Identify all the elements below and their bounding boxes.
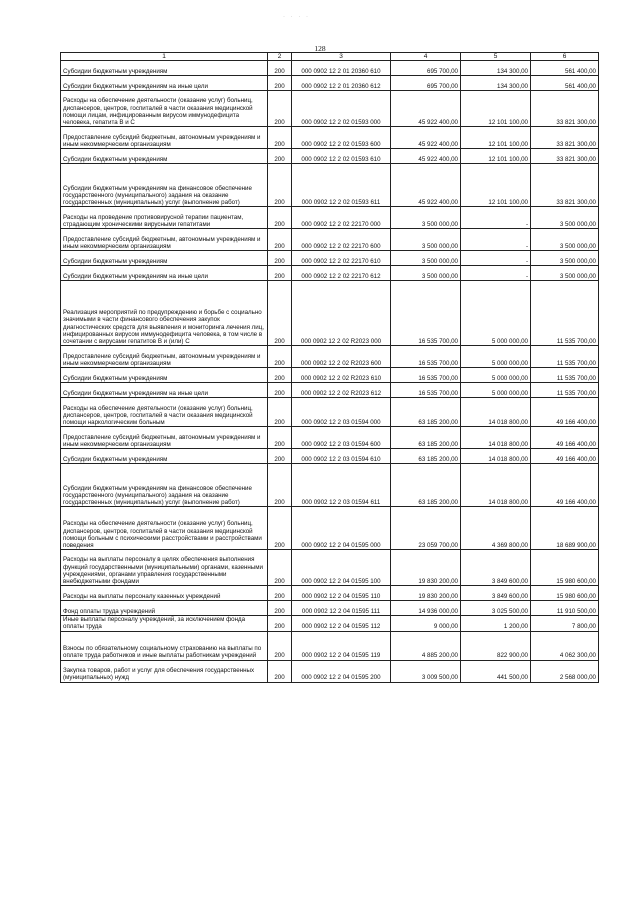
row-code-cell: 200 <box>268 207 292 229</box>
row-class-cell: 000 0902 12 2 02 01593 610 <box>292 149 391 164</box>
table-row <box>61 266 599 281</box>
row-code-cell: 200 <box>268 251 292 266</box>
row-value-3-cell: 2 568 000,00 <box>531 660 599 682</box>
row-value-3-cell: 49 166 400,00 <box>531 464 599 507</box>
row-value-1-cell: 14 936 000,00 <box>391 601 461 616</box>
table-row <box>61 76 599 91</box>
row-value-3-cell: 49 166 400,00 <box>531 398 599 427</box>
table-row <box>61 207 599 229</box>
row-value-3-cell: 3 500 000,00 <box>531 251 599 266</box>
row-name-cell: Иные выплаты персоналу учреждений, за исключением фонда оплаты труда <box>61 616 268 631</box>
row-name-cell: Расходы на выплаты персоналу казенных учреждений <box>61 586 268 601</box>
row-class-cell: 000 0902 12 2 02 22170 612 <box>292 266 391 281</box>
row-code-cell: 200 <box>268 449 292 464</box>
row-value-1-cell: 16 535 700,00 <box>391 368 461 383</box>
row-value-1-cell: 63 185 200,00 <box>391 427 461 449</box>
row-value-1-cell: 3 500 000,00 <box>391 229 461 251</box>
row-name-cell: Расходы на обеспечение деятельности (оказание услуг) больниц, диспансеров, центров, госпиталей в части оказания медицинской помощи лицам, инфицированным вирусом иммунодефицита человека, гепатита В и С <box>61 91 268 127</box>
row-code-cell: 200 <box>268 383 292 398</box>
row-name-cell: Субсидии бюджетным учреждениям <box>61 149 268 164</box>
row-value-2-cell: 134 300,00 <box>461 61 531 76</box>
header-cell: 2 <box>268 53 292 61</box>
row-value-2-cell: 14 018 800,00 <box>461 427 531 449</box>
row-value-2-cell: 134 300,00 <box>461 76 531 91</box>
row-class-cell: 000 0902 12 2 01 20360 610 <box>292 61 391 76</box>
row-class-cell: 000 0902 12 2 02 R2023 600 <box>292 346 391 368</box>
row-class-cell: 000 0902 12 2 01 20360 612 <box>292 76 391 91</box>
row-value-2-cell: 12 101 100,00 <box>461 127 531 149</box>
row-value-2-cell: 441 500,00 <box>461 660 531 682</box>
row-value-2-cell: 14 018 800,00 <box>461 398 531 427</box>
row-code-cell: 200 <box>268 61 292 76</box>
row-value-1-cell: 63 185 200,00 <box>391 449 461 464</box>
row-value-1-cell: 3 500 000,00 <box>391 207 461 229</box>
row-value-3-cell: 15 980 600,00 <box>531 550 599 586</box>
row-class-cell: 000 0902 12 2 04 01595 110 <box>292 586 391 601</box>
row-code-cell: 200 <box>268 164 292 207</box>
row-value-3-cell: 11 910 500,00 <box>531 601 599 616</box>
row-value-2-cell: 4 369 800,00 <box>461 507 531 550</box>
table-row <box>61 251 599 266</box>
row-name-cell: Предоставление субсидий бюджетным, автономным учреждениям и иным некоммерческим организациям <box>61 127 268 149</box>
row-class-cell: 000 0902 12 2 02 01593 000 <box>292 91 391 127</box>
row-class-cell: 000 0902 12 2 02 01593 611 <box>292 164 391 207</box>
row-class-cell: 000 0902 12 2 02 R2023 000 <box>292 281 391 346</box>
row-class-cell: 000 0902 12 2 02 22170 610 <box>292 251 391 266</box>
table-row <box>61 91 599 127</box>
row-code-cell: 200 <box>268 550 292 586</box>
row-class-cell: 000 0902 12 2 02 22170 000 <box>292 207 391 229</box>
row-name-cell: Субсидии бюджетным учреждениям на финансовое обеспечение государственного (муниципального) задания на оказание государственных (муниципальных) услуг (выполнение работ) <box>61 164 268 207</box>
row-value-2-cell: 822 900,00 <box>461 631 531 660</box>
row-class-cell: 000 0902 12 2 03 01594 000 <box>292 398 391 427</box>
row-value-1-cell: 63 185 200,00 <box>391 398 461 427</box>
table-row <box>61 464 599 507</box>
row-value-3-cell: 49 166 400,00 <box>531 449 599 464</box>
row-code-cell: 200 <box>268 616 292 631</box>
row-class-cell: 000 0902 12 2 03 01594 610 <box>292 449 391 464</box>
row-value-1-cell: 63 185 200,00 <box>391 464 461 507</box>
row-value-2-cell: - <box>461 266 531 281</box>
row-code-cell: 200 <box>268 76 292 91</box>
row-value-1-cell: 45 922 400,00 <box>391 149 461 164</box>
row-code-cell: 200 <box>268 266 292 281</box>
row-code-cell: 200 <box>268 127 292 149</box>
row-name-cell: Фонд оплаты труда учреждений <box>61 601 268 616</box>
row-name-cell: Субсидии бюджетным учреждениям на иные цели <box>61 266 268 281</box>
row-value-2-cell: - <box>461 251 531 266</box>
row-value-2-cell: 14 018 800,00 <box>461 464 531 507</box>
header-cell: 3 <box>292 53 391 61</box>
row-value-1-cell: 4 885 200,00 <box>391 631 461 660</box>
header-cell: 5 <box>461 53 531 61</box>
row-name-cell: Взносы по обязательному социальному страхованию на выплаты по оплате труда работников и иные выплаты работникам учреждений <box>61 631 268 660</box>
row-value-2-cell: 12 101 100,00 <box>461 149 531 164</box>
header-row <box>61 53 599 61</box>
row-name-cell: Субсидии бюджетным учреждениям <box>61 61 268 76</box>
row-code-cell: 200 <box>268 586 292 601</box>
row-value-3-cell: 3 500 000,00 <box>531 229 599 251</box>
row-class-cell: 000 0902 12 2 02 22170 600 <box>292 229 391 251</box>
row-value-1-cell: 45 922 400,00 <box>391 91 461 127</box>
row-code-cell: 200 <box>268 464 292 507</box>
row-code-cell: 200 <box>268 281 292 346</box>
row-class-cell: 000 0902 12 2 02 R2023 610 <box>292 368 391 383</box>
row-value-1-cell: 3 009 500,00 <box>391 660 461 682</box>
row-value-1-cell: 9 000,00 <box>391 616 461 631</box>
row-value-1-cell: 45 922 400,00 <box>391 127 461 149</box>
table-row <box>61 281 599 346</box>
table-row <box>61 449 599 464</box>
header-cell: 6 <box>531 53 599 61</box>
row-value-2-cell: 12 101 100,00 <box>461 164 531 207</box>
table-row <box>61 368 599 383</box>
row-class-cell: 000 0902 12 2 04 01595 000 <box>292 507 391 550</box>
row-value-1-cell: 19 830 200,00 <box>391 550 461 586</box>
row-value-3-cell: 11 535 700,00 <box>531 346 599 368</box>
row-value-3-cell: 561 400,00 <box>531 76 599 91</box>
row-code-cell: 200 <box>268 660 292 682</box>
table-row <box>61 61 599 76</box>
row-class-cell: 000 0902 12 2 03 01594 600 <box>292 427 391 449</box>
row-value-2-cell: 3 849 600,00 <box>461 550 531 586</box>
row-name-cell: Субсидии бюджетным учреждениям <box>61 449 268 464</box>
row-value-3-cell: 4 062 300,00 <box>531 631 599 660</box>
row-code-cell: 200 <box>268 368 292 383</box>
row-value-2-cell: 1 200,00 <box>461 616 531 631</box>
row-name-cell: Субсидии бюджетным учреждениям на финансовое обеспечение государственного (муниципального) задания на оказание государственных (муниципальных) услуг (выполнение работ) <box>61 464 268 507</box>
row-value-1-cell: 19 830 200,00 <box>391 586 461 601</box>
row-class-cell: 000 0902 12 2 02 R2023 612 <box>292 383 391 398</box>
row-name-cell: Предоставление субсидий бюджетным, автономным учреждениям и иным некоммерческим организациям <box>61 346 268 368</box>
table-row <box>61 427 599 449</box>
header-cell: 1 <box>61 53 268 61</box>
row-value-2-cell: - <box>461 207 531 229</box>
table-row <box>61 398 599 427</box>
row-class-cell: 000 0902 12 2 04 01595 200 <box>292 660 391 682</box>
row-name-cell: Реализация мероприятий по предупреждению и борьбе с социально значимыми в части финансового обеспечения закупок диагностических средств для выявления и мониторинга лечения лиц, инфицированных вирусом иммунодефицита человека, в том числе в сочетании с вирусами гепатитов В и (или) С <box>61 281 268 346</box>
row-value-3-cell: 7 800,00 <box>531 616 599 631</box>
row-code-cell: 200 <box>268 507 292 550</box>
row-value-2-cell: 3 025 500,00 <box>461 601 531 616</box>
row-value-3-cell: 33 821 300,00 <box>531 164 599 207</box>
table-row <box>61 149 599 164</box>
budget-table <box>60 52 599 683</box>
row-value-1-cell: 16 535 700,00 <box>391 281 461 346</box>
row-value-3-cell: 561 400,00 <box>531 61 599 76</box>
row-value-2-cell: 5 000 000,00 <box>461 281 531 346</box>
row-value-2-cell: 5 000 000,00 <box>461 346 531 368</box>
table-row <box>61 127 599 149</box>
row-value-2-cell: 12 101 100,00 <box>461 91 531 127</box>
row-code-cell: 200 <box>268 149 292 164</box>
row-value-3-cell: 49 166 400,00 <box>531 427 599 449</box>
row-value-1-cell: 23 059 700,00 <box>391 507 461 550</box>
row-code-cell: 200 <box>268 631 292 660</box>
row-value-2-cell: 5 000 000,00 <box>461 383 531 398</box>
row-value-2-cell: 14 018 800,00 <box>461 449 531 464</box>
row-name-cell: Закупка товаров, работ и услуг для обеспечения государственных (муниципальных) нужд <box>61 660 268 682</box>
row-value-3-cell: 11 535 700,00 <box>531 383 599 398</box>
row-value-1-cell: 3 500 000,00 <box>391 266 461 281</box>
row-value-1-cell: 45 922 400,00 <box>391 164 461 207</box>
row-name-cell: Субсидии бюджетным учреждениям <box>61 251 268 266</box>
row-name-cell: Расходы на проведение противовирусной терапии пациентам, страдающим хроническими вирусными гепатитами <box>61 207 268 229</box>
row-code-cell: 200 <box>268 398 292 427</box>
table-row <box>61 164 599 207</box>
table-row <box>61 601 599 616</box>
row-code-cell: 200 <box>268 346 292 368</box>
row-code-cell: 200 <box>268 601 292 616</box>
table-row <box>61 660 599 682</box>
row-value-2-cell: 3 849 600,00 <box>461 586 531 601</box>
row-code-cell: 200 <box>268 427 292 449</box>
row-name-cell: Предоставление субсидий бюджетным, автономным учреждениям и иным некоммерческим организациям <box>61 229 268 251</box>
table-row <box>61 507 599 550</box>
row-value-2-cell: - <box>461 229 531 251</box>
header-cell: 4 <box>391 53 461 61</box>
row-value-3-cell: 3 500 000,00 <box>531 266 599 281</box>
row-class-cell: 000 0902 12 2 03 01594 611 <box>292 464 391 507</box>
row-value-1-cell: 16 535 700,00 <box>391 383 461 398</box>
row-code-cell: 200 <box>268 91 292 127</box>
row-name-cell: Предоставление субсидий бюджетным, автономным учреждениям и иным некоммерческим организациям <box>61 427 268 449</box>
row-name-cell: Субсидии бюджетным учреждениям на иные цели <box>61 76 268 91</box>
row-class-cell: 000 0902 12 2 04 01595 111 <box>292 601 391 616</box>
row-code-cell: 200 <box>268 229 292 251</box>
table-row <box>61 616 599 631</box>
row-value-3-cell: 33 821 300,00 <box>531 127 599 149</box>
row-value-3-cell: 3 500 000,00 <box>531 207 599 229</box>
table-row <box>61 383 599 398</box>
row-value-1-cell: 3 500 000,00 <box>391 251 461 266</box>
row-value-3-cell: 18 689 900,00 <box>531 507 599 550</box>
row-name-cell: Субсидии бюджетным учреждениям <box>61 368 268 383</box>
row-name-cell: Расходы на обеспечение деятельности (оказание услуг) больниц, диспансеров, центров, госпиталей в части оказания медицинской помощи больным с психическими расстройствами и расстройствами поведения <box>61 507 268 550</box>
row-name-cell: Расходы на выплаты персоналу в целях обеспечения выполнения функций государственными (муниципальными) органами, казенными учреждениями, органами управления государственными внебюджетными фондами <box>61 550 268 586</box>
row-value-1-cell: 695 700,00 <box>391 61 461 76</box>
row-class-cell: 000 0902 12 2 04 01595 112 <box>292 616 391 631</box>
scan-artifact: · · · · <box>283 14 310 20</box>
row-value-3-cell: 11 535 700,00 <box>531 281 599 346</box>
table-row <box>61 586 599 601</box>
row-value-3-cell: 33 821 300,00 <box>531 149 599 164</box>
row-name-cell: Субсидии бюджетным учреждениям на иные цели <box>61 383 268 398</box>
row-value-3-cell: 11 535 700,00 <box>531 368 599 383</box>
row-value-3-cell: 15 980 600,00 <box>531 586 599 601</box>
table-row <box>61 631 599 660</box>
row-value-1-cell: 16 535 700,00 <box>391 346 461 368</box>
row-value-2-cell: 5 000 000,00 <box>461 368 531 383</box>
row-class-cell: 000 0902 12 2 02 01593 600 <box>292 127 391 149</box>
row-class-cell: 000 0902 12 2 04 01595 119 <box>292 631 391 660</box>
table-row <box>61 229 599 251</box>
row-value-3-cell: 33 821 300,00 <box>531 91 599 127</box>
page-number: 128 <box>314 44 326 53</box>
table-row <box>61 346 599 368</box>
row-value-1-cell: 695 700,00 <box>391 76 461 91</box>
row-name-cell: Расходы на обеспечение деятельности (оказание услуг) больниц, диспансеров, центров, госпиталей в части оказания медицинской помощи наркологическим больным <box>61 398 268 427</box>
table-row <box>61 550 599 586</box>
row-class-cell: 000 0902 12 2 04 01595 100 <box>292 550 391 586</box>
